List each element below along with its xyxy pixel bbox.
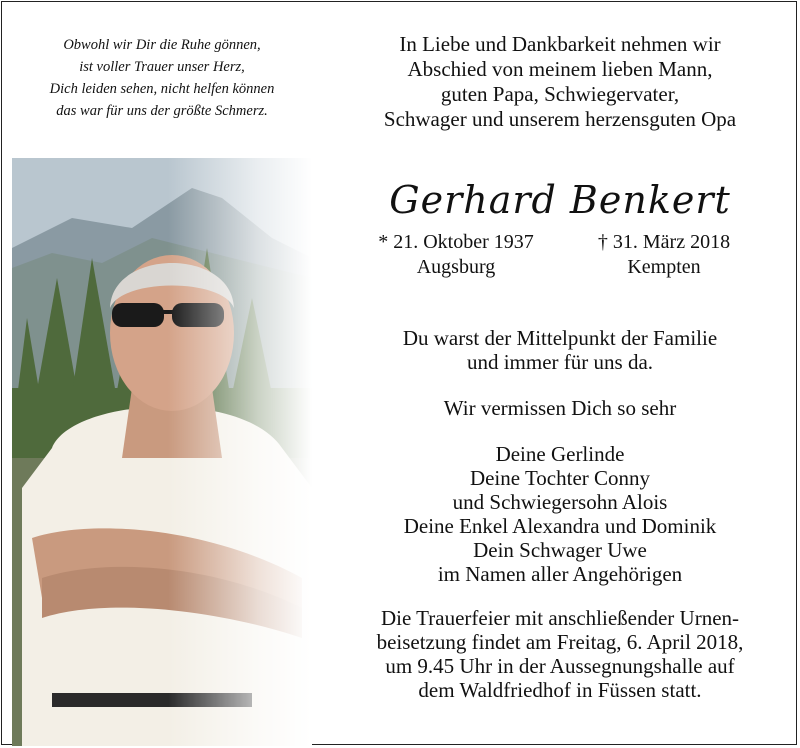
family-line: Deine Enkel Alexandra und Dominik — [403, 514, 717, 538]
service-line: Die Trauerfeier mit anschließender Urnen- — [380, 606, 740, 630]
funeral-service-info — [330, 606, 790, 702]
intro-line: Abschied von meinem lieben Mann, — [407, 57, 713, 81]
service-line: beisetzung findet am Freitag, 6. April 2018, — [376, 630, 744, 654]
poem-line: Dich leiden sehen, nicht helfen können — [49, 81, 275, 97]
deceased-name: Gerhard Benkert — [389, 178, 731, 222]
service-line: um 9.45 Uhr in der Aussegnungshalle auf — [385, 654, 735, 678]
memorial-quote — [330, 326, 790, 374]
sunglasses-bridge — [162, 310, 174, 314]
family-line: Dein Schwager Uwe — [473, 538, 647, 562]
intro-line: guten Papa, Schwiegervater, — [440, 82, 680, 106]
death-date: † 31. März 2018 — [597, 231, 731, 253]
portrait-illustration — [12, 158, 312, 746]
death-place: Kempten — [627, 256, 701, 278]
family-line: im Namen aller Angehörigen — [437, 562, 683, 586]
intro-line: Schwager und unserem herzensguten Opa — [383, 107, 737, 131]
family-line: und Schwiegersohn Alois — [452, 490, 668, 514]
quote-line: und immer für uns da. — [466, 350, 654, 374]
belt — [52, 693, 252, 707]
birth-info — [356, 230, 556, 280]
death-info — [574, 230, 754, 280]
quote-line: Du warst der Mittelpunkt der Familie — [402, 326, 718, 350]
intro-line: In Liebe und Dankbarkeit nehmen wir — [399, 32, 721, 56]
family-signatures — [330, 442, 790, 586]
miss-line: Wir vermissen Dich so sehr — [443, 396, 677, 420]
sunglasses-right — [172, 303, 224, 327]
intro-text — [330, 32, 790, 132]
sunglasses-left — [112, 303, 164, 327]
birth-place: Augsburg — [416, 256, 496, 278]
family-line: Deine Gerlinde — [495, 442, 625, 466]
birth-date: * 21. Oktober 1937 — [378, 231, 534, 253]
poem-line: das war für uns der größte Schmerz. — [56, 103, 268, 119]
service-line: dem Waldfriedhof in Füssen statt. — [418, 678, 702, 702]
poem — [12, 34, 312, 122]
family-line: Deine Tochter Conny — [469, 466, 651, 490]
portrait-photo — [12, 158, 312, 746]
poem-line: ist voller Trauer unser Herz, — [79, 59, 245, 75]
poem-line: Obwohl wir Dir die Ruhe gönnen, — [63, 37, 261, 53]
